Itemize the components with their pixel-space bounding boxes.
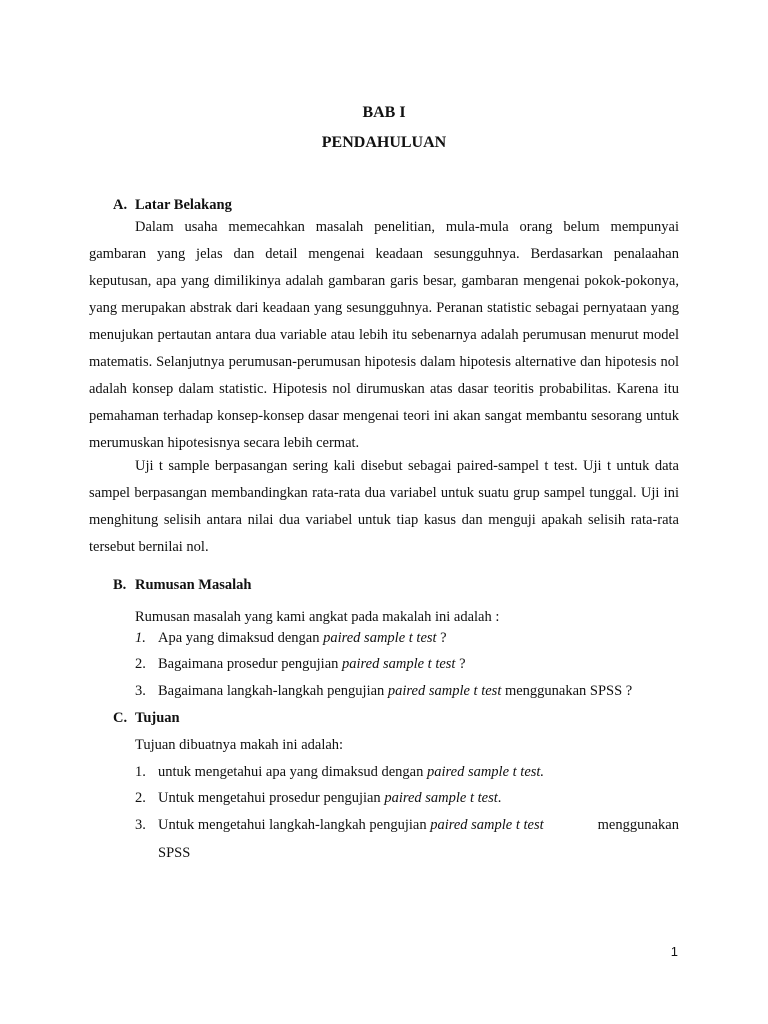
item-text: Untuk mengetahui langkah-langkah pengujian [158,817,431,833]
section-c-letter: C. [113,710,128,726]
section-b-title: Rumusan Masalah [135,577,252,593]
item-number: 3. [135,683,146,699]
item-emphasis: paired sample t test [384,790,498,806]
item-text-group [158,817,544,834]
chapter-title: PENDAHULUAN [321,134,447,151]
item-emphasis: paired sample t test. [427,764,545,780]
item-number: 1. [135,764,146,780]
item-number: 1. [135,630,146,646]
section-c-intro: Tujuan dibuatnya makah ini adalah: [135,737,344,753]
section-a-letter: A. [113,197,128,213]
item-text: Untuk mengetahui prosedur pengujian [158,790,385,806]
item-text: Apa yang dimaksud dengan [158,630,324,646]
section-a-title: Latar Belakang [135,197,232,213]
item-number: 2. [135,656,146,672]
list-item [135,790,501,807]
item-suffix: ? [436,630,447,646]
list-item [135,683,632,700]
section-a-paragraph-1: Dalam usaha memecahkan masalah penelitian, mula-mula orang belum mempunyai gambaran yang jelas dan detail mengenai keadaan sesungguhnya. Berdasarkan penalaahan keputusan, apa yang dimilikinya adalah gambaran garis besar, gambaran mengenai pokok-pokonya, yang merupakan abstrak dari keadaan yang sesungguhnya. Peranan statistic sebagai pernyataan yang menujukan pertautan antara dua variable atau lebih itu sebenarnya adalah perumusan menurut model matematis. Selanjutnya perumusan-perumusan hipotesis dalam hipotesis alternative dan hipotesis nol adalah konsep dalam statistic. Hipotesis nol dirumuskan atas dasar teoritis probabilitas. Karena itu pemahaman terhadap konsep-konsep dasar mengenai teori ini akan sangat membantu sesorang untuk merumuskan hipotesisnya secara lebih cermat. [89,219,679,451]
item-suffix: . [497,790,502,806]
item-emphasis: paired sample t test [387,683,502,699]
item-body [158,817,679,834]
item-text: untuk mengetahui apa yang dimaksud dengan [158,764,427,780]
item-emphasis: paired sample t test [323,630,437,646]
item-suffix: ? [455,656,466,672]
item-emphasis: paired sample t test [430,817,544,833]
item-text: Bagaimana prosedur pengujian [158,656,343,672]
page-number: 1 [670,944,678,959]
section-c-heading [113,710,180,727]
section-b-heading [113,577,251,594]
section-c-title: Tujuan [135,710,180,726]
item-number: 3. [135,817,146,833]
item-text: Bagaimana langkah-langkah pengujian [158,683,388,699]
list-item [135,630,447,647]
item-suffix: menggunakan [597,817,679,833]
list-item [135,656,466,673]
section-b-letter: B. [113,577,127,593]
list-item [135,817,679,834]
item-emphasis: paired sample t test [342,656,456,672]
item-suffix: menggunakan SPSS ? [501,683,633,699]
list-item-continuation: SPSS [158,845,191,861]
section-b-intro: Rumusan masalah yang kami angkat pada makalah ini adalah : [135,609,500,625]
item-number: 2. [135,790,146,806]
section-a-heading [113,197,232,214]
chapter-number: BAB I [362,104,406,121]
section-a-paragraph-2: Uji t sample berpasangan sering kali disebut sebagai paired-sampel t test. Uji t untuk data sampel berpasangan membandingkan rata-rata dua variabel untuk suatu grup sampel tunggal. Uji ini menghitung selisih antara nilai dua variabel untuk tiap kasus dan menguji apakah selisih rata-rata tersebut bernilai nol. [89,458,679,555]
list-item [135,764,544,781]
